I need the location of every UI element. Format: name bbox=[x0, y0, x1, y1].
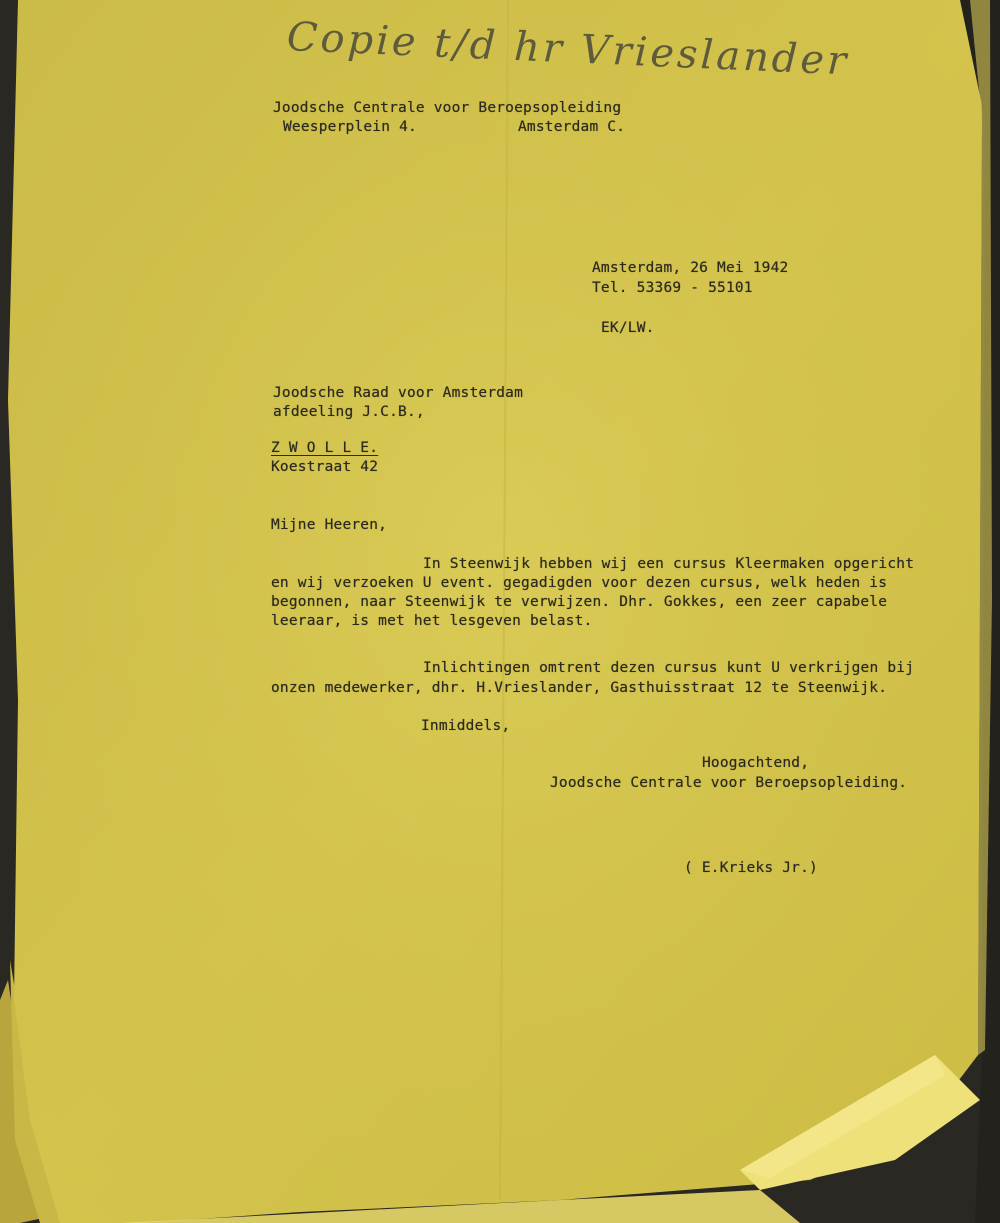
paragraph1-line: begonnen, naar Steenwijk te verwijzen. Dhr. Gokkes, een zeer capabele bbox=[271, 594, 888, 610]
letterhead-organization: Joodsche Centrale voor Beroepsopleiding bbox=[273, 100, 622, 116]
signature-organization: Joodsche Centrale voor Beroepsopleiding. bbox=[550, 775, 908, 791]
recipient-line2: afdeeling J.C.B., bbox=[273, 404, 425, 420]
paragraph2-line: Inlichtingen omtrent dezen cursus kunt U verkrijgen bij bbox=[423, 660, 915, 676]
reference-code: EK/LW. bbox=[601, 320, 655, 336]
closing-greeting: Hoogachtend, bbox=[702, 755, 810, 771]
letterhead-street: Weesperplein 4. bbox=[283, 119, 417, 135]
telephone: Tel. 53369 - 55101 bbox=[592, 280, 753, 296]
paragraph1-line: leeraar, is met het lesgeven belast. bbox=[271, 613, 593, 629]
paragraph1-line: In Steenwijk hebben wij een cursus Kleermaken opgericht bbox=[423, 556, 915, 572]
signatory-name: ( E.Krieks Jr.) bbox=[684, 860, 818, 876]
paragraph2-line: onzen medewerker, dhr. H.Vrieslander, Gasthuisstraat 12 te Steenwijk. bbox=[271, 680, 888, 696]
place-date: Amsterdam, 26 Mei 1942 bbox=[592, 260, 789, 276]
recipient-line1: Joodsche Raad voor Amsterdam bbox=[273, 385, 524, 401]
recipient-street: Koestraat 42 bbox=[271, 459, 379, 475]
closing-note: Inmiddels, bbox=[421, 718, 511, 734]
salutation: Mijne Heeren, bbox=[271, 517, 388, 533]
handwritten-annotation: Copie t/d hr Vrieslander bbox=[285, 14, 851, 85]
recipient-city: Z W O L L E. bbox=[271, 440, 379, 456]
paragraph1-line: en wij verzoeken U event. gegadigden voor dezen cursus, welk heden is bbox=[271, 575, 888, 591]
letterhead-city: Amsterdam C. bbox=[518, 119, 626, 135]
